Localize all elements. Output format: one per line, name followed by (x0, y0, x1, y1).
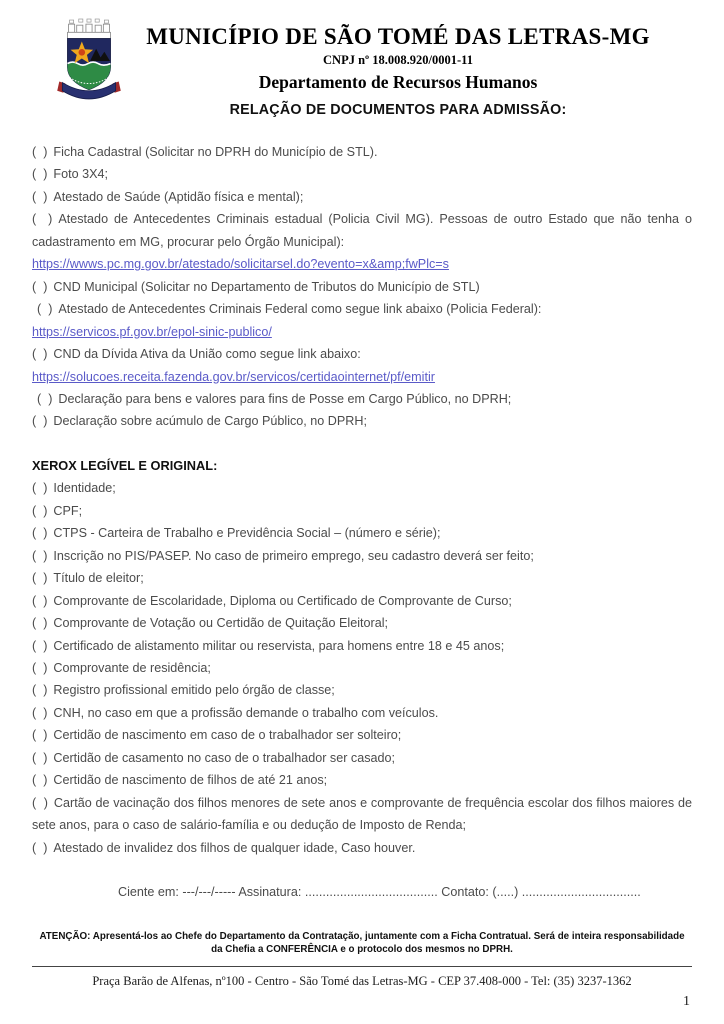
checklist-item (32, 837, 692, 859)
attention-note: ATENÇÃO: Apresentá-los ao Chefe do Departamento da Contratação, juntamente com a Ficha Contratual. Será de inteira responsabilidade da Chefia a CONFERÊNCIA e o protocolo dos mesmos no DPRH. (39, 930, 685, 956)
checklist-item-label: Certidão de casamento no caso de o trabalhador ser casado; (53, 750, 396, 765)
checkbox: ( ) (32, 167, 48, 182)
checkbox: ( ) (32, 593, 48, 608)
checklist-item-label: Atestado de invalidez dos filhos de qualquer idade, Caso houver. (53, 840, 416, 855)
checklist-item (32, 567, 692, 589)
checklist-item (32, 679, 692, 701)
checklist-item-label: Ficha Cadastral (Solicitar no DPRH do Município de STL). (53, 145, 378, 159)
checklist-item-label: Declaração sobre acúmulo de Cargo Público, no DPRH; (53, 414, 367, 429)
document-link-row (32, 253, 692, 275)
checklist-item (32, 522, 692, 544)
checklist-item (32, 186, 692, 208)
checklist-item-label: Foto 3X4; (53, 167, 108, 182)
checklist-item (32, 388, 692, 410)
checklist-item (32, 702, 692, 724)
checklist-item (32, 792, 692, 837)
checklist-item-label: CTPS - Carteira de Trabalho e Previdência Social – (número e série); (53, 526, 441, 541)
checklist-item-label: Certidão de nascimento de filhos de até 21 anos; (53, 773, 328, 788)
checkbox: ( ) (32, 773, 48, 788)
checklist-item-label: Comprovante de Votação ou Certidão de Quitação Eleitoral; (53, 616, 389, 631)
checklist-item (32, 276, 692, 298)
page-title: MUNICÍPIO DE SÃO TOMÉ DAS LETRAS-MG (146, 24, 650, 49)
checklist-item (32, 747, 692, 769)
footer-address: Praça Barão de Alfenas, nº100 - Centro - São Tomé das Letras-MG - CEP 37.408-000 - Tel: (35) 3237-1362 (92, 974, 632, 989)
document-link-row (32, 321, 692, 343)
checklist-item (32, 208, 692, 253)
checkbox: ( ) (32, 503, 48, 518)
checklist-item (32, 163, 692, 185)
checklist-item-label: CPF; (53, 503, 83, 518)
checkbox: ( ) (37, 302, 53, 317)
checkbox: ( ) (32, 638, 48, 653)
document-body (0, 141, 724, 1010)
checkbox: ( ) (32, 212, 53, 227)
checkbox: ( ) (32, 414, 48, 429)
checkbox: ( ) (32, 571, 48, 586)
checklist-item-label: CNH, no caso em que a profissão demande o trabalho com veículos. (53, 705, 439, 720)
cnpj-line: CNPJ nº 18.008.920/0001-11 (323, 53, 473, 67)
checklist-item (32, 477, 692, 499)
checklist-item-label: CND da Dívida Ativa da União como segue link abaixo: (53, 347, 361, 362)
checkbox: ( ) (32, 750, 48, 765)
document-link[interactable]: https://wwws.pc.mg.gov.br/atestado/solicitarsel.do?evento=x&amp;fwPlc=s (32, 257, 449, 272)
checklist-item (32, 545, 692, 567)
document-header (0, 0, 724, 118)
checkbox: ( ) (32, 795, 48, 810)
checkbox: ( ) (32, 347, 48, 362)
checkbox: ( ) (32, 616, 48, 631)
checkbox: ( ) (37, 391, 53, 406)
checklist-item-label: Certificado de alistamento militar ou reservista, para homens entre 18 e 45 anos; (53, 638, 505, 653)
checklist-item (32, 141, 692, 163)
checklist-item-label: Declaração para bens e valores para fins de Posse em Cargo Público, no DPRH; (58, 391, 512, 406)
page-number: 1 (683, 994, 690, 1010)
checkbox: ( ) (32, 728, 48, 743)
shield (67, 38, 110, 89)
checklist-item-label: Comprovante de Escolaridade, Diploma ou Certificado de Comprovante de Curso; (53, 593, 512, 608)
checklist-item-label: Título de eleitor; (53, 571, 144, 586)
document-subtitle: RELAÇÃO DE DOCUMENTOS PARA ADMISSÃO: (229, 102, 567, 118)
document-link[interactable]: https://servicos.pf.gov.br/epol-sinic-publico/ (32, 324, 272, 339)
municipal-coat-of-arms-icon (55, 18, 123, 102)
footer-divider (32, 966, 692, 967)
checkbox: ( ) (32, 660, 48, 675)
checklist-item-label: Registro profissional emitido pelo órgão de classe; (53, 683, 335, 698)
checklist-item (32, 635, 692, 657)
checklist-item (32, 410, 692, 432)
checklist-item (32, 298, 692, 320)
checklist-item (32, 590, 692, 612)
checklist-item (32, 657, 692, 679)
checklist-item (32, 343, 692, 365)
checklist-item-label: Certidão de nascimento em caso de o trabalhador ser solteiro; (53, 728, 402, 743)
checkbox: ( ) (32, 548, 48, 563)
checklist-item (32, 612, 692, 634)
checklist-item (32, 500, 692, 522)
checkbox: ( ) (32, 526, 48, 541)
document-link[interactable]: https://solucoes.receita.fazenda.gov.br/servicos/certidaointernet/pf/emitir (32, 369, 435, 384)
checkbox: ( ) (32, 279, 48, 294)
checkbox: ( ) (32, 145, 48, 159)
checkbox: ( ) (32, 481, 48, 496)
checklist-item (32, 769, 692, 791)
checklist-item-label: Inscrição no PIS/PASEP. No caso de primeiro emprego, seu cadastro deverá ser feito; (53, 548, 534, 563)
checklist-item-label: Cartão de vacinação dos filhos menores de sete anos e comprovante de frequência escolar dos filhos maiores de sete anos, para o caso de salário-família e ou dedução de Imposto de Renda; (32, 795, 692, 833)
checkbox: ( ) (32, 189, 48, 204)
checkbox: ( ) (32, 683, 48, 698)
checklist-item-label: CND Municipal (Solicitar no Departamento de Tributos do Município de STL) (53, 279, 480, 294)
checklist-item-label: Identidade; (53, 481, 116, 496)
checklist-item (32, 724, 692, 746)
department-line: Departamento de Recursos Humanos (258, 72, 538, 92)
signature-line: Ciente em: ---/---/----- Assinatura: ...................................... Contato: (.....) .................................. (118, 885, 641, 900)
checklist-item-label: Atestado de Antecedentes Criminais Federal como segue link abaixo (Policia Federal): (58, 302, 542, 317)
document-link-row (32, 366, 692, 388)
checklist-item-label: Atestado de Saúde (Aptidão física e mental); (53, 189, 304, 204)
checkbox: ( ) (32, 705, 48, 720)
xerox-section-heading: XEROX LEGÍVEL E ORIGINAL: (32, 457, 218, 473)
admission-checklist (32, 141, 692, 433)
crown-icon (67, 19, 110, 38)
checklist-item-label: Atestado de Antecedentes Criminais estadual (Policia Civil MG). Pessoas de outro Estado que não tenha o cadastramento em MG, procurar pelo Órgão Municipal): (32, 212, 693, 249)
xerox-checklist (32, 477, 692, 859)
checkbox: ( ) (32, 840, 48, 855)
checklist-item-label: Comprovante de residência; (53, 660, 211, 675)
